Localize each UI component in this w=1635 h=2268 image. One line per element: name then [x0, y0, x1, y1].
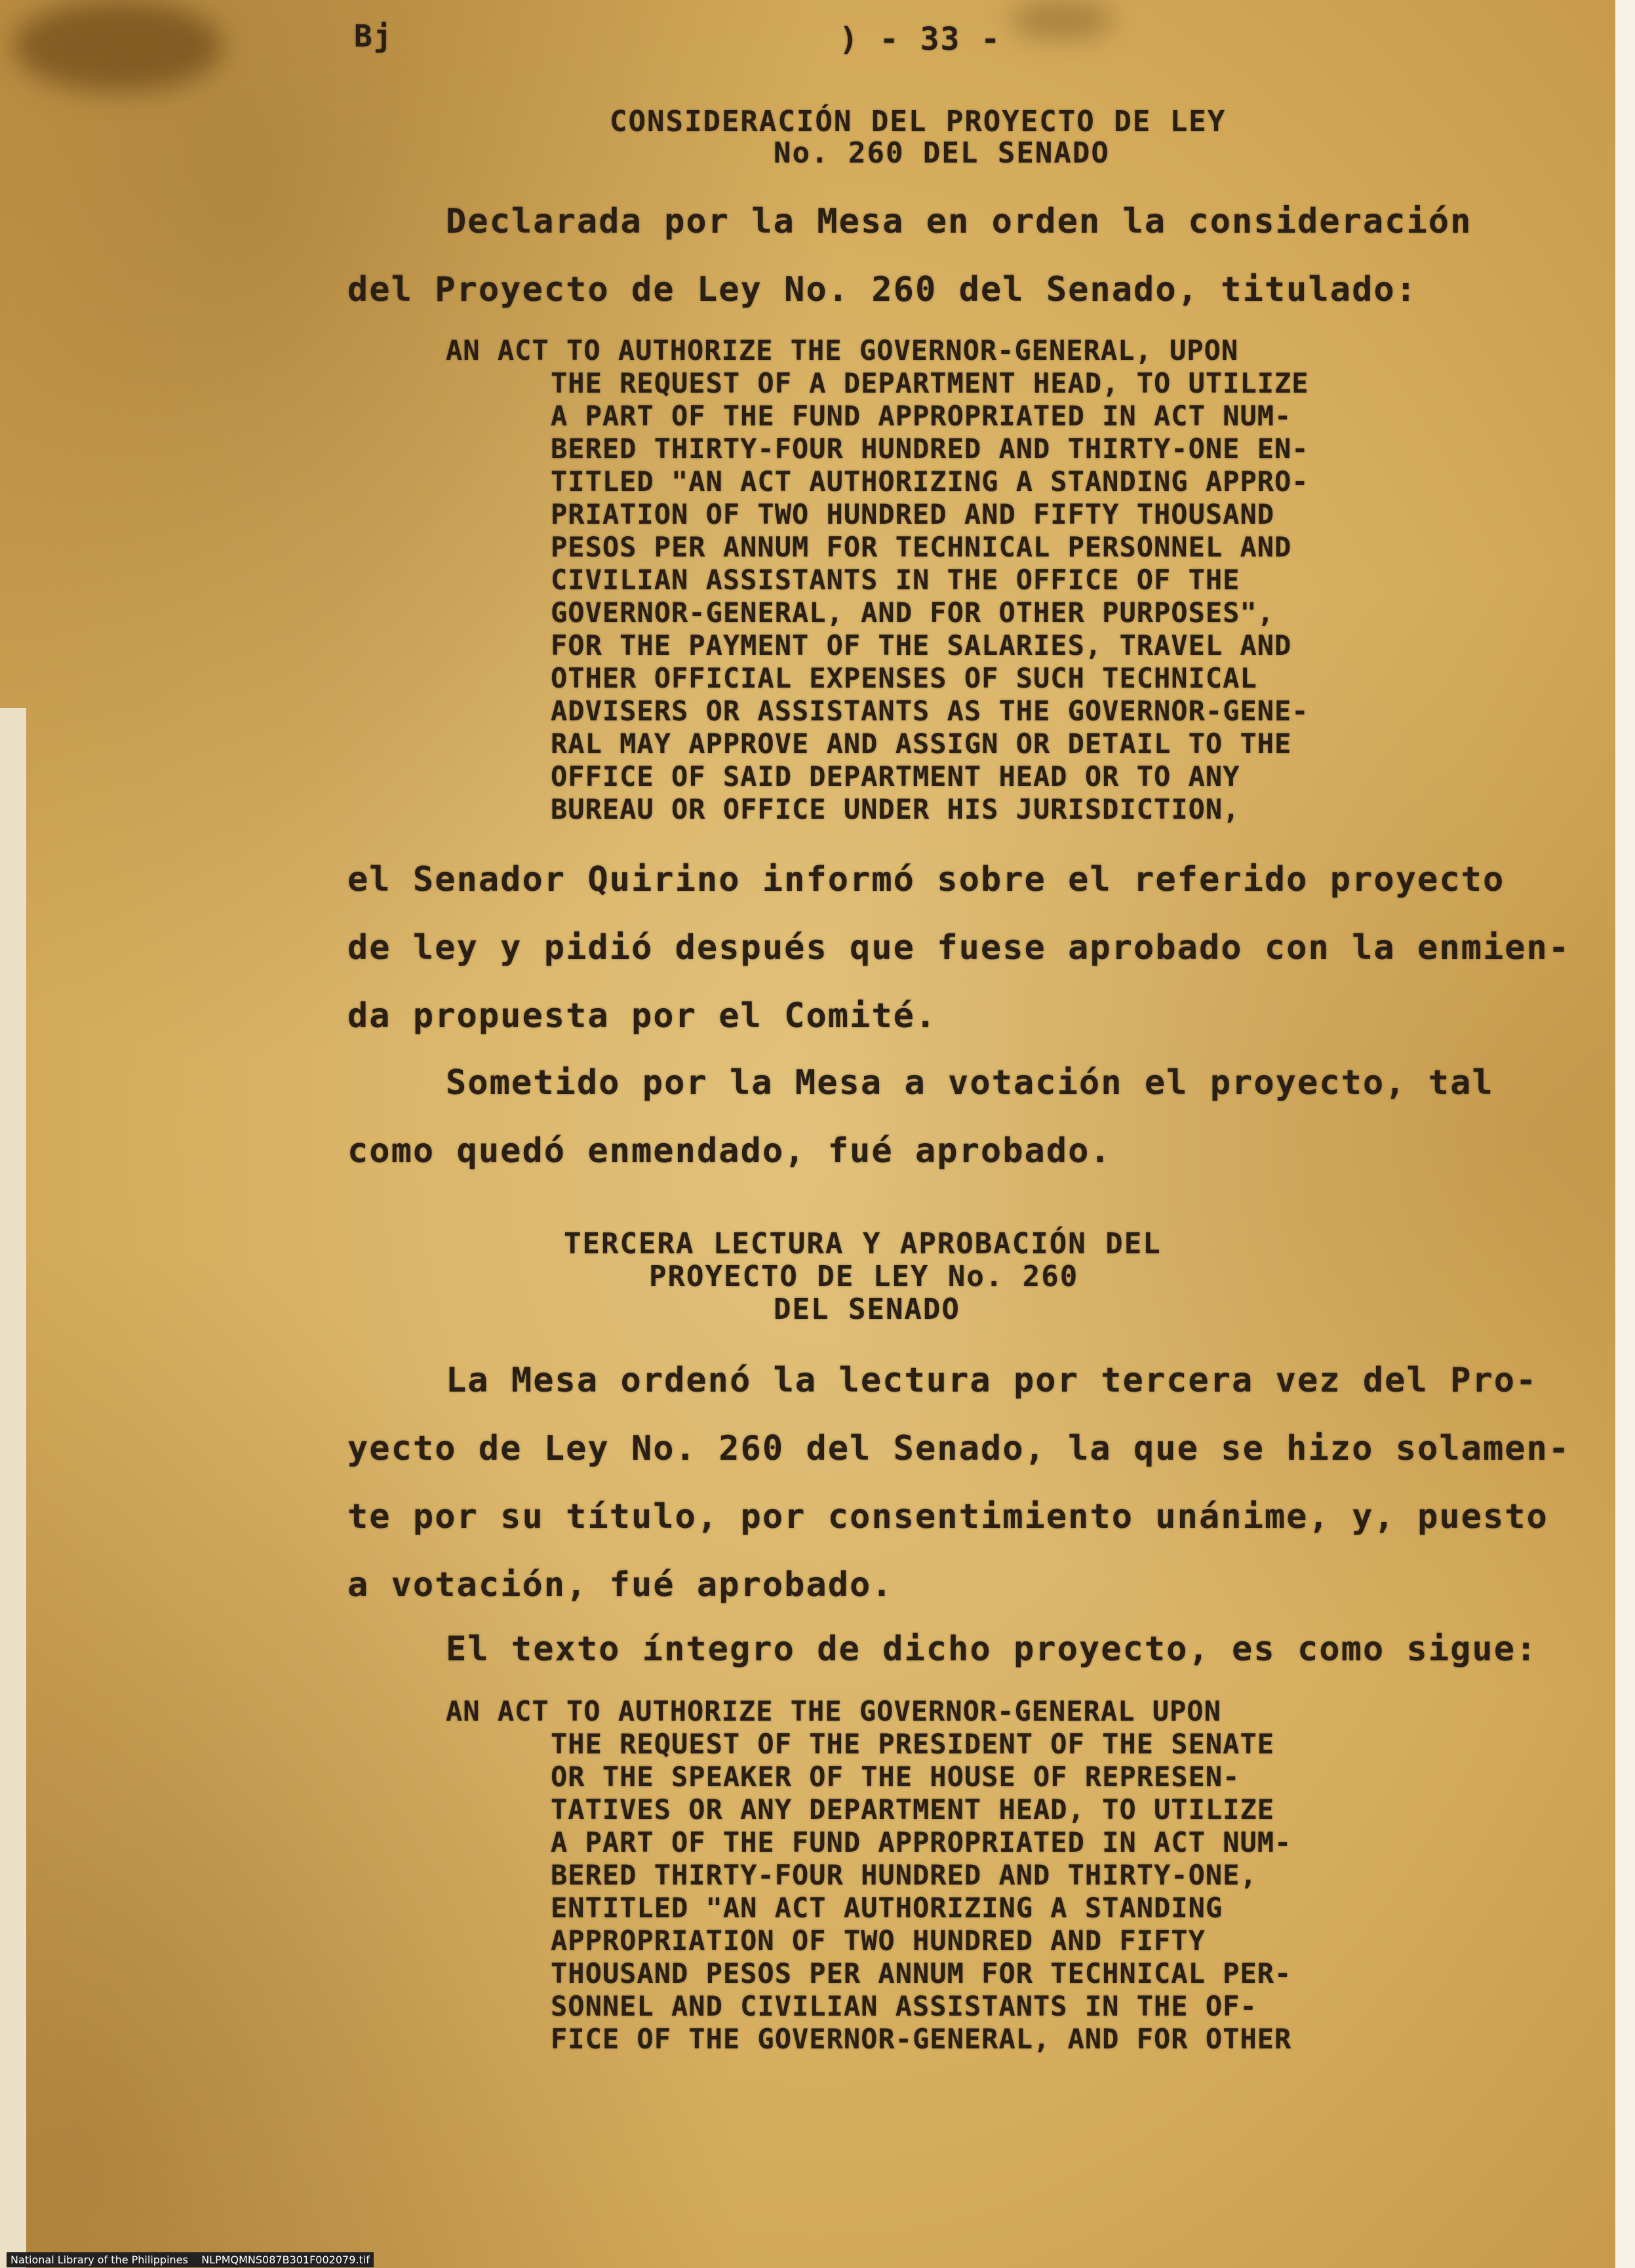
section2-act-line: OR THE SPEAKER OF THE HOUSE OF REPRESEN- [551, 1761, 1240, 1793]
section1-report-line: de ley y pidió después que fuese aprobado con la enmien- [347, 928, 1571, 968]
section2-heading-line: DEL SENADO [774, 1293, 960, 1326]
section2-act-line: THE REQUEST OF THE PRESIDENT OF THE SENATE [551, 1728, 1275, 1760]
section2-act-line: FICE OF THE GOVERNOR-GENERAL, AND FOR OTHER [551, 2023, 1292, 2055]
section2-act-line: ENTITLED "AN ACT AUTHORIZING A STANDING [551, 1892, 1223, 1924]
left-margin-strip [0, 708, 26, 2268]
section1-act-line: AN ACT TO AUTHORIZE THE GOVERNOR-GENERAL, UPON [446, 334, 1239, 366]
section1-act-line: TITLED "AN ACT AUTHORIZING A STANDING APPRO- [551, 465, 1309, 498]
section1-act-line: A PART OF THE FUND APPROPRIATED IN ACT NUM- [551, 400, 1292, 432]
section1-act-line: RAL MAY APPROVE AND ASSIGN OR DETAIL TO THE [551, 728, 1292, 760]
ink-stain [13, 0, 223, 92]
section1-heading-line: CONSIDERACIÓN DEL PROYECTO DE LEY [610, 105, 1227, 138]
section1-report-line: da propuesta por el Comité. [347, 996, 937, 1036]
section2-act-line: TATIVES OR ANY DEPARTMENT HEAD, TO UTILIZE [551, 1793, 1275, 1826]
section1-act-line: GOVERNOR-GENERAL, AND FOR OTHER PURPOSES", [551, 596, 1275, 629]
section2-paragraph-line: te por su título, por consentimiento unánime, y, puesto [347, 1497, 1548, 1536]
section2-paragraph-line: a votación, fué aprobado. [347, 1565, 894, 1605]
page-number: ) - 33 - [839, 21, 1002, 58]
section1-act-line: BUREAU OR OFFICE UNDER HIS JURISDICTION, [551, 793, 1240, 825]
section1-act-line: FOR THE PAYMENT OF THE SALARIES, TRAVEL AND [551, 629, 1292, 661]
section2-heading-line: PROYECTO DE LEY No. 260 [649, 1260, 1079, 1293]
section1-act-line: BERED THIRTY-FOUR HUNDRED AND THIRTY-ONE EN- [551, 433, 1309, 465]
section1-intro-line: del Proyecto de Ley No. 260 del Senado, titulado: [347, 270, 1418, 309]
section2-act-line: BERED THIRTY-FOUR HUNDRED AND THIRTY-ONE, [551, 1859, 1257, 1891]
section1-heading-line: No. 260 DEL SENADO [774, 136, 1110, 170]
section1-report-line: el Senador Quirino informó sobre el referido proyecto [347, 860, 1505, 899]
section2-act-line: APPROPRIATION OF TWO HUNDRED AND FIFTY [551, 1925, 1206, 1957]
section1-act-line: CIVILIAN ASSISTANTS IN THE OFFICE OF THE [551, 564, 1240, 596]
section2-paragraph-line: yecto de Ley No. 260 del Senado, la que se hizo solamen- [347, 1429, 1571, 1468]
archive-footer: National Library of the Philippines NLPMQMNS087B301F002079.tif [7, 2252, 374, 2267]
section1-intro-line: Declarada por la Mesa en orden la consideración [446, 202, 1472, 241]
section2-act-line: A PART OF THE FUND APPROPRIATED IN ACT NUM- [551, 1826, 1292, 1858]
section2-heading-line: TERCERA LECTURA Y APROBACIÓN DEL [564, 1227, 1162, 1261]
ink-stain [1010, 0, 1114, 39]
section2-act-line: SONNEL AND CIVILIAN ASSISTANTS IN THE OF- [551, 1990, 1257, 2022]
section2-act-line: AN ACT TO AUTHORIZE THE GOVERNOR-GENERAL UPON [446, 1695, 1221, 1727]
section1-vote-line: Sometido por la Mesa a votación el proyecto, tal [446, 1063, 1494, 1103]
section1-act-line: THE REQUEST OF A DEPARTMENT HEAD, TO UTILIZE [551, 367, 1309, 399]
section2-full-text-intro: El texto íntegro de dicho proyecto, es como sigue: [446, 1630, 1538, 1669]
initials: Bj [354, 18, 393, 54]
right-edge-strip [1615, 0, 1635, 2268]
section1-act-line: PRIATION OF TWO HUNDRED AND FIFTY THOUSAND [551, 498, 1275, 530]
section1-act-line: OFFICE OF SAID DEPARTMENT HEAD OR TO ANY [551, 760, 1240, 792]
section1-act-line: ADVISERS OR ASSISTANTS AS THE GOVERNOR-GENE- [551, 695, 1309, 727]
section2-paragraph-line: La Mesa ordenó la lectura por tercera vez del Pro- [446, 1361, 1538, 1400]
section1-vote-line: como quedó enmendado, fué aprobado. [347, 1131, 1112, 1171]
section2-act-line: THOUSAND PESOS PER ANNUM FOR TECHNICAL PER- [551, 1957, 1292, 1989]
section1-act-line: OTHER OFFICIAL EXPENSES OF SUCH TECHNICAL [551, 662, 1257, 694]
section1-act-line: PESOS PER ANNUM FOR TECHNICAL PERSONNEL AND [551, 531, 1292, 563]
